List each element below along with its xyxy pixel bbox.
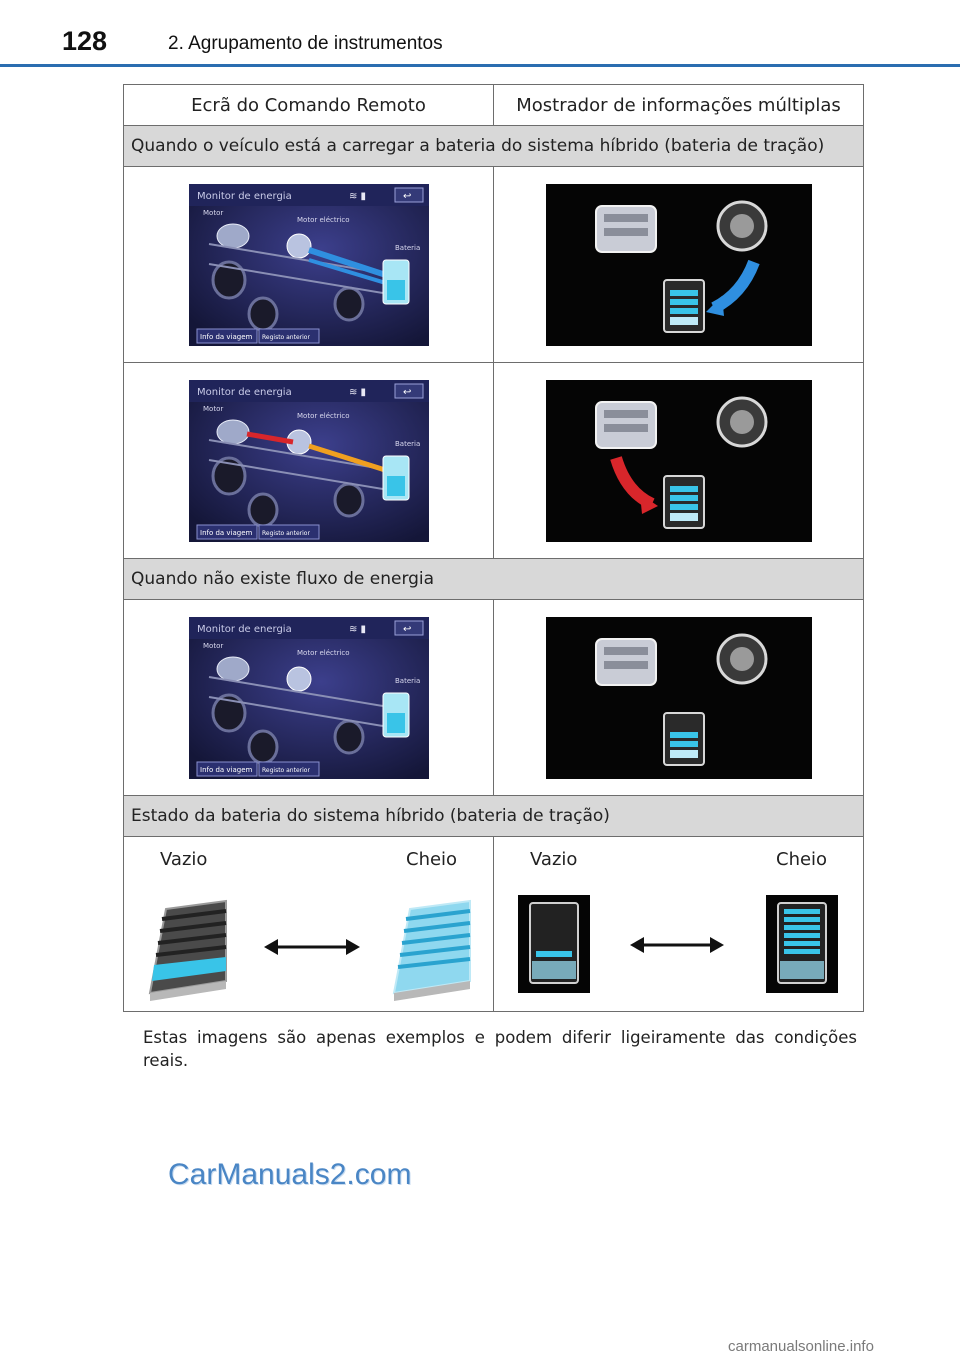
engine-icon [596, 402, 656, 448]
multi-display-cell [494, 167, 864, 363]
energy-monitor-table [123, 84, 864, 1012]
multi-display-cell [494, 600, 864, 796]
label-battery: Bateria [394, 439, 420, 448]
multi-display-cell [494, 363, 864, 559]
engine-icon [217, 657, 249, 681]
image-row [124, 167, 864, 363]
section-row-charging [124, 126, 864, 167]
table-header-row [124, 85, 864, 126]
section-title: 2. Agrupamento de instrumentos [168, 33, 443, 54]
label-full: Cheio [776, 849, 828, 870]
label-empty: Vazio [530, 849, 578, 870]
battery-state-remote-cell [124, 837, 494, 1012]
wheel-icon [718, 398, 766, 446]
section-label-no-flow: Quando não existe fluxo de energia [124, 559, 864, 600]
label-battery: Bateria [394, 243, 420, 252]
section-label-charging: Quando o veículo está a carregar a bateria do sistema híbrido (bateria de tração) [124, 126, 864, 167]
svg-text:Info da viagem: Info da viagem [199, 332, 252, 341]
svg-text:Info da viagem: Info da viagem [199, 528, 252, 537]
col-header-multi: Mostrador de informações múltiplas [494, 85, 864, 126]
remote-screen-cell [124, 363, 494, 559]
page-number: 128 [62, 26, 108, 56]
page-header [0, 0, 960, 68]
label-engine: Motor [202, 641, 223, 650]
battery-state-multi-cell [494, 837, 864, 1012]
label-engine: Motor [202, 208, 223, 217]
battery-icon [664, 713, 704, 765]
battery-icon [664, 280, 704, 332]
motor-icon [287, 234, 311, 258]
label-empty: Vazio [160, 849, 208, 870]
image-disclaimer: Estas imagens são apenas exemplos e podem diferir ligeiramente das condições reais. [143, 1028, 857, 1070]
battery-icon [664, 476, 704, 528]
wifi-icon: ≋ ▮ [348, 623, 366, 635]
image-row [124, 363, 864, 559]
svg-text:Registo anterior: Registo anterior [261, 333, 310, 341]
double-arrow-icon [264, 939, 360, 955]
remote-energy-screen [189, 380, 429, 542]
label-motor: Motor eléctrico [296, 411, 350, 420]
double-arrow-icon [630, 937, 724, 953]
remote-screen-cell [124, 167, 494, 363]
col-header-remote: Ecrã do Comando Remoto [124, 85, 494, 126]
engine-icon [596, 206, 656, 252]
multi-info-display [546, 380, 812, 542]
engine-icon [217, 420, 249, 444]
section-label-battery-state: Estado da bateria do sistema híbrido (bateria de tração) [124, 796, 864, 837]
image-row [124, 600, 864, 796]
watermark-logo: CarManuals2.com [168, 1158, 412, 1191]
battery-full-display [766, 895, 838, 993]
wheel-icon [718, 202, 766, 250]
remote-energy-screen [189, 184, 429, 346]
multi-info-display [546, 617, 812, 779]
footer-watermark: carmanualsonline.info [728, 1338, 874, 1355]
svg-text:Registo anterior: Registo anterior [261, 529, 310, 537]
section-row-battery-state [124, 796, 864, 837]
svg-text:↩: ↩ [402, 190, 411, 202]
remote-energy-screen [189, 617, 429, 779]
battery-full-icon [394, 901, 470, 1001]
remote-title: Monitor de energia [196, 190, 292, 202]
battery-empty-icon [150, 901, 226, 1001]
svg-text:↩: ↩ [402, 623, 411, 635]
battery-state-row [124, 837, 864, 1012]
remote-screen-cell [124, 600, 494, 796]
header-rule [0, 64, 960, 67]
battery-empty-display [518, 895, 590, 993]
label-engine: Motor [202, 404, 223, 413]
svg-text:Registo anterior: Registo anterior [261, 766, 310, 774]
label-battery: Bateria [394, 676, 420, 685]
wheel-icon [718, 635, 766, 683]
svg-text:Info da viagem: Info da viagem [199, 765, 252, 774]
svg-text:↩: ↩ [402, 386, 411, 398]
motor-icon [287, 667, 311, 691]
label-motor: Motor eléctrico [296, 215, 350, 224]
section-row-no-flow [124, 559, 864, 600]
remote-title: Monitor de energia [196, 386, 292, 398]
remote-title: Monitor de energia [196, 623, 292, 635]
wifi-icon: ≋ ▮ [348, 190, 366, 202]
label-motor: Motor eléctrico [296, 648, 350, 657]
wifi-icon: ≋ ▮ [348, 386, 366, 398]
multi-info-display [546, 184, 812, 346]
engine-icon [217, 224, 249, 248]
label-full: Cheio [406, 849, 458, 870]
engine-icon [596, 639, 656, 685]
